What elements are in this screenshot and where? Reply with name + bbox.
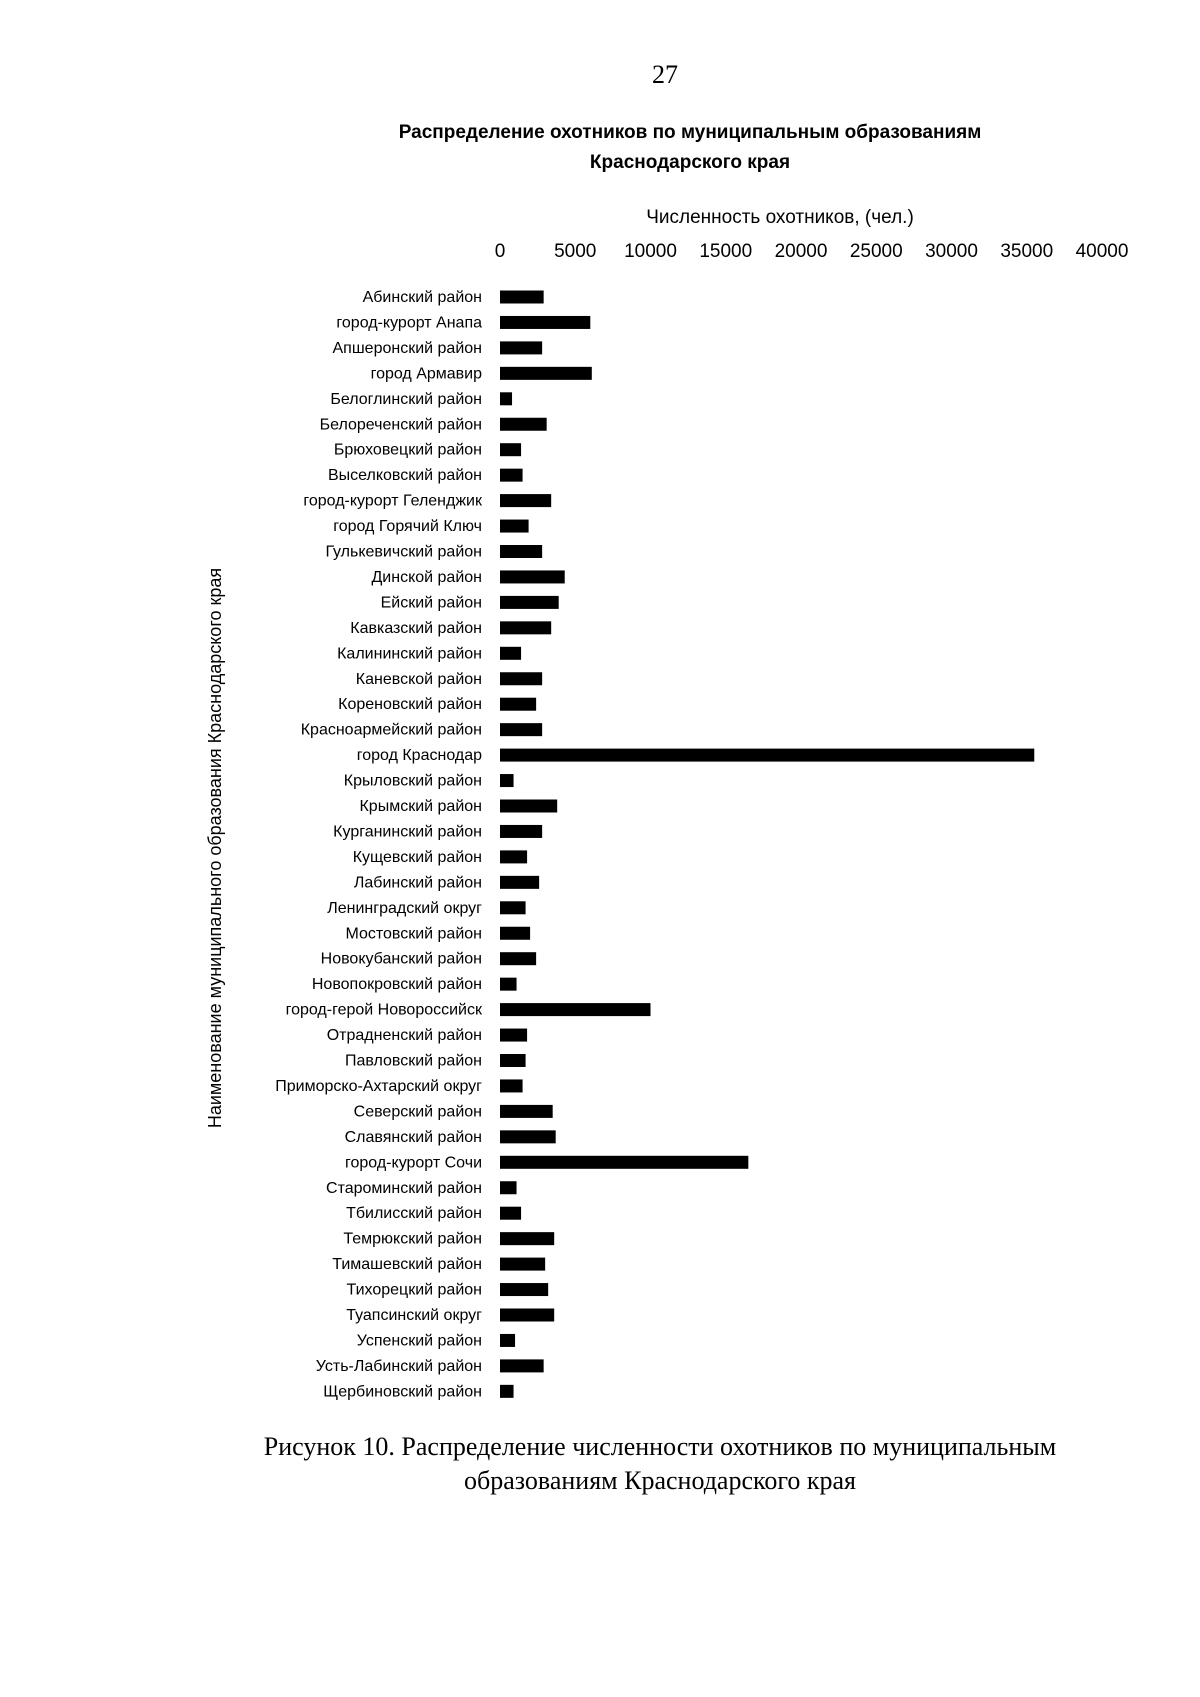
bar (500, 952, 536, 965)
category-label: Гулькевичский район (325, 543, 482, 561)
category-label: город-курорт Сочи (345, 1154, 482, 1172)
category-label: Крымский район (359, 798, 482, 815)
y-axis-title: Наименование муниципального образования Краснодарского края (205, 567, 225, 1129)
bar (500, 1359, 544, 1372)
x-tick-label: 30000 (925, 241, 978, 262)
bar (500, 978, 517, 991)
category-label: Славянский район (344, 1128, 482, 1146)
bar (500, 1181, 517, 1194)
bar (500, 800, 557, 813)
bar (500, 774, 514, 787)
bar (500, 1258, 545, 1271)
category-label: город Армавир (370, 365, 482, 383)
category-label: Красноармейский район (300, 721, 482, 739)
category-label: Ленинградский округ (327, 899, 482, 917)
bar (500, 341, 542, 354)
bar (500, 291, 544, 304)
category-label: Крыловский район (343, 772, 482, 790)
category-label: Туапсинский округ (346, 1307, 482, 1324)
bar (500, 1385, 514, 1398)
category-label: Отрадненский район (326, 1027, 482, 1045)
x-tick-label: 35000 (1000, 241, 1054, 262)
category-labels (275, 289, 483, 1400)
bar (500, 621, 551, 634)
category-label: Выселковский район (327, 467, 482, 485)
caption-line2: образованиям Краснодарского края (464, 1466, 856, 1495)
x-tick-label: 40000 (1075, 241, 1129, 262)
bar (500, 1105, 553, 1118)
bar (500, 392, 512, 405)
category-label: Ейский район (380, 594, 482, 612)
category-label: Тихорецкий район (346, 1281, 482, 1299)
x-tick-label: 25000 (849, 241, 903, 262)
bar (500, 1054, 526, 1067)
category-label: Мостовский район (345, 925, 482, 943)
category-label: Белореченский район (319, 416, 482, 434)
category-label: Тбилисский район (346, 1205, 482, 1223)
category-label: Павловский район (344, 1052, 482, 1070)
category-label: город-курорт Анапа (336, 314, 482, 332)
bar (500, 570, 565, 583)
bar (500, 316, 590, 329)
bar (500, 1079, 523, 1092)
x-tick-label: 15000 (699, 241, 753, 262)
x-tick-label: 0 (494, 241, 506, 262)
category-label: Тимашевский район (332, 1256, 482, 1274)
bar (500, 901, 526, 914)
bar (500, 927, 530, 940)
category-label: Динской район (371, 568, 482, 586)
bar (500, 647, 521, 660)
x-tick-labels (495, 241, 1129, 262)
category-label: город-курорт Геленджик (303, 492, 482, 510)
bar (500, 698, 536, 711)
category-label: Калининский район (337, 645, 482, 663)
figure-caption (200, 1430, 1120, 1498)
bar (500, 1334, 515, 1347)
category-label: Староминский район (326, 1179, 482, 1197)
page-number: 27 (652, 60, 678, 89)
category-label: город-герой Новороссийск (285, 1001, 482, 1019)
category-label: Новопокровский район (311, 976, 482, 994)
bar (500, 672, 542, 685)
category-label: Кущевский район (352, 848, 482, 866)
bar (500, 494, 551, 507)
bar (500, 876, 539, 889)
bar (500, 1283, 548, 1296)
category-label: Брюховецкий район (333, 441, 482, 459)
bar (500, 850, 527, 863)
category-label: город Горячий Ключ (333, 518, 482, 536)
category-label: Приморско-Ахтарский округ (275, 1077, 482, 1095)
bar (500, 418, 547, 431)
bar (500, 367, 592, 380)
bar (500, 1207, 521, 1220)
bars (500, 291, 1034, 1398)
bar (500, 1029, 527, 1042)
category-label: Абинский район (362, 289, 482, 306)
category-label: Каневской район (355, 670, 482, 688)
bar (500, 1130, 556, 1143)
bar (500, 749, 1034, 762)
category-label: Курганинский район (333, 823, 482, 841)
caption-line1: Рисунок 10. Распределение численности охотников по муниципальным (263, 1432, 1057, 1461)
bar (500, 1003, 651, 1016)
bar (500, 596, 559, 609)
bar (500, 443, 521, 456)
chart-title-line1: Распределение охотников по муниципальным образованиям (398, 122, 982, 143)
category-label: Темрюкский район (343, 1230, 482, 1248)
category-label: Новокубанский район (320, 950, 482, 968)
bar (500, 545, 542, 558)
chart-title-line2: Краснодарского края (589, 152, 791, 173)
category-label: Кавказский район (350, 619, 482, 637)
bar (500, 520, 529, 533)
x-tick-label: 10000 (624, 241, 677, 262)
x-tick-label: 5000 (554, 241, 597, 262)
category-label: Лабинский район (353, 874, 482, 892)
bar (500, 825, 542, 838)
x-tick-label: 20000 (774, 241, 828, 262)
category-label: Кореновский район (338, 696, 482, 714)
category-label: Белоглинский район (330, 390, 482, 408)
category-label: Щербиновский район (323, 1383, 482, 1401)
bar (500, 1156, 748, 1169)
bar (500, 1232, 554, 1245)
category-label: Успенский район (356, 1332, 482, 1350)
bar (500, 1309, 554, 1322)
category-label: Усть-Лабинский район (315, 1357, 482, 1375)
bar (500, 469, 523, 482)
category-label: Апшеронский район (332, 339, 482, 357)
x-axis-title: Численность охотников, (чел.) (646, 207, 914, 228)
bar (500, 723, 542, 736)
category-label: город Краснодар (356, 747, 482, 765)
category-label: Северский район (353, 1103, 482, 1121)
